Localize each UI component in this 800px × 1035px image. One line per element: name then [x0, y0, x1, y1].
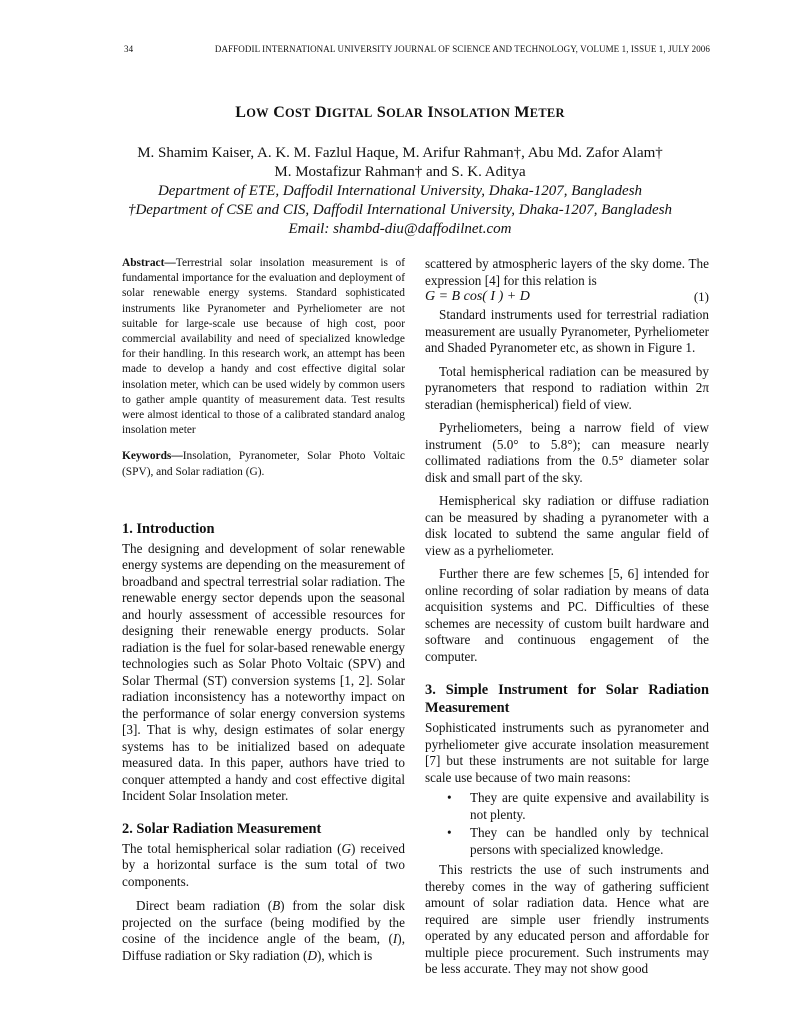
keywords-label: Keywords— [122, 450, 183, 463]
author-line-1: M. Shamim Kaiser, A. K. M. Fazlul Haque, M. Arifur Rahman†, Abu Md. Zafor Alam† [137, 145, 663, 161]
bullet-list [425, 790, 709, 858]
author-line-2: M. Mostafizur Rahman† and S. K. Aditya [274, 164, 526, 180]
author-block [0, 144, 800, 239]
right-paragraph-1: Standard instruments used for terrestrial radiation measurement are usually Pyranometer, Pyrheliometer and Shaded Pyranometer etc, as shown in Figure 1. [425, 307, 709, 355]
abstract [122, 256, 405, 438]
affiliation-2: †Department of CSE and CIS, Daffodil International University, Dhaka-1207, Bangladesh [127, 202, 673, 218]
bullet-icon: • [447, 790, 452, 805]
bullet-icon: • [447, 825, 452, 840]
affiliation-1: Department of ETE, Daffodil International University, Dhaka-1207, Bangladesh [157, 183, 643, 199]
right-paragraph-4: Hemispherical sky radiation or diffuse radiation can be measured by shading a pyranometer with a disk located to subtend the same angular field of view as a pyrheliometer. [425, 493, 709, 558]
equation-1 [425, 289, 709, 307]
journal-name: DAFFODIL INTERNATIONAL UNIVERSITY JOURNAL OF SCIENCE AND TECHNOLOGY, VOLUME 1, ISSUE 1, JULY 2006 [214, 44, 710, 54]
abstract-label: Abstract— [122, 257, 176, 269]
abstract-text: Terrestrial solar insolation measurement is of fundamental importance for the evaluation and deployment of solar renewable energy systems. Standard sophisticated instruments like Pyranometer and Pyrheliometer are not suitable for large-scale use because of high cost, poor commercial availability and need of specialized knowledge for their handling. In this research work, an attempt has been made to develop a handy and cost effective digital solar insolation meter, which can be used widely by common users to gather ample quantity of measurement data. Test results were almost identical to those of a calibrated standard analog insolation meter [122, 257, 405, 437]
right-paragraph-5: Further there are few schemes [5, 6] intended for online recording of solar radiation by means of data acquisition systems and PC. Difficulties of these schemes are necessity of custom built hardware and software and continuous engagement of the computer. [425, 566, 709, 664]
page-number: 34 [124, 44, 134, 54]
keywords [122, 449, 405, 479]
equation-number: (1) [693, 289, 709, 304]
section-3-heading: 3. Simple Instrument for Solar Radiation Measurement [425, 682, 709, 716]
section-2-paragraph-1: The total hemispherical solar radiation (G) received by a horizontal surface is the sum total of two components. [122, 840, 405, 889]
keywords-text: Insolation, Pyranometer, Solar Photo Voltaic (SPV), and Solar radiation (G). [122, 450, 405, 478]
section-1-body: The designing and development of solar renewable energy systems are depending on the measurement of broadband and spectral terrestrial solar radiation. The renewable energy sector depends upon the seasonal and hourly assessment of accessible resources for designing their renewable energy products. Solar radiation is the fuel for solar-based renewable energy technologies such as Solar Photo Voltaic (SPV) and Solar Thermal (ST) conversion systems [1, 2]. Solar radiation inconsistency has a noteworthy impact on the performance of solar energy conversion systems [3]. That is why, design estimates of solar energy systems has to be initialized based on adequate measured data. In this paper, authors have tried to conquer attempted a handy and cost effective digital Incident Solar Insolation meter. [122, 540, 405, 804]
right-paragraph-2: Total hemispherical radiation can be measured by pyranometers that respond to radiation within 2π steradian (hemispherical) field of view. [425, 363, 709, 412]
equation-text: G = B cos( I ) + D [425, 289, 530, 304]
left-column [122, 256, 405, 964]
section-2-paragraph-2: Direct beam radiation (B) from the solar disk projected on the surface (being modified by the cosine of the incidence angle of the beam, (I), Diffuse radiation or Sky radiation (D), which is [122, 898, 405, 963]
section-3-paragraph-1: Sophisticated instruments such as pyranometer and pyrheliometer give accurate insolation measurement [7] but these instruments are not suitable for large scale use because of two main reasons: [425, 720, 709, 785]
list-item: • They can be handled only by technical persons with specialized knowledge. [447, 825, 709, 857]
author-email: Email: shambd-diu@daffodilnet.com [288, 221, 512, 237]
section-2-continuation: scattered by atmospheric layers of the sky dome. The expression [4] for this relation is [425, 256, 709, 288]
section-2-heading: 2. Solar Radiation Measurement [122, 820, 322, 837]
section-1-heading: 1. Introduction [122, 520, 215, 537]
right-column [425, 256, 709, 978]
paper-title: LOW COST DIGITAL SOLAR INSOLATION METER [235, 104, 565, 121]
right-paragraph-3: Pyrheliometers, being a narrow field of view instrument (5.0° to 5.8°); can measure nearly collimated radiations from the 0.5° diameter solar disk and small part of the sky. [425, 420, 709, 485]
section-3-paragraph-2: This restricts the use of such instruments and thereby comes in the way of gathering sufficient amount of solar radiation data. Hence what are required are simple user friendly instruments operated by any educated person and affordable for multiple piece procurement. Such instruments may be less accurate. They may not show good [425, 862, 709, 976]
list-item: • They are quite expensive and availability is not plenty. [447, 790, 709, 822]
